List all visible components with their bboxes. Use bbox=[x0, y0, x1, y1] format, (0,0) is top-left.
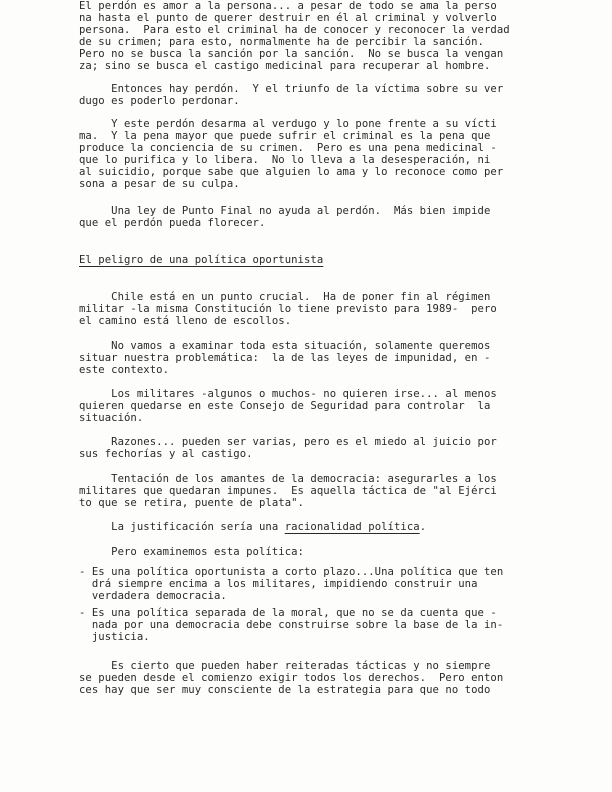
text-line: El perdón es amor a la persona... a pesar de todo se ama la perso bbox=[79, 0, 497, 12]
text-line: ces hay que ser muy consciente de la estrategia para que no todo bbox=[79, 684, 491, 696]
text-line: militares que quedaran impunes. Es aquella táctica de "al Ejérci bbox=[79, 485, 497, 497]
bullet-line: - Es una política separada de la moral, que no se da cuenta que - bbox=[79, 607, 497, 619]
text-line: to que se retira, puente de plata". bbox=[79, 497, 304, 509]
text-line: que lo purifica y lo libera. No lo lleva a la desesperación, ni bbox=[79, 154, 491, 166]
faded-stamp bbox=[40, 774, 190, 792]
text-line: este contexto. bbox=[79, 364, 169, 376]
text-line: Pero examinemos esta política: bbox=[79, 546, 304, 558]
text-line: ma. Y la pena mayor que puede sufrir el criminal es la pena que bbox=[79, 130, 491, 142]
text-line: Es cierto que pueden haber reiteradas tácticas y no siempre bbox=[79, 660, 491, 672]
text-line: za; sino se busca el castigo medicinal para recuperar al hombre. bbox=[79, 60, 491, 72]
text-line: de su crimen; para esto, normalmente ha de percibir la sanción. bbox=[79, 36, 484, 48]
text-line: se pueden desde el comienzo exigir todos los derechos. Pero enton bbox=[79, 672, 504, 684]
bullet-line: drá siempre encima a los militares, impidiendo construir una bbox=[79, 578, 478, 590]
text-line: na hasta el punto de querer destruir en él al criminal y volverlo bbox=[79, 12, 497, 24]
text-line: Los militares -algunos o muchos- no quieren irse... al menos bbox=[79, 388, 497, 400]
text-line: sona a pesar de su culpa. bbox=[79, 178, 240, 190]
text-line: al suicidio, porque sabe que alguien lo ama y lo reconoce como per bbox=[79, 166, 504, 178]
text-segment: . bbox=[419, 521, 427, 533]
text-line bbox=[79, 521, 426, 533]
underlined-term: racionalidad política bbox=[284, 521, 420, 533]
text-segment: La justificación sería una bbox=[79, 521, 285, 533]
bullet-line: verdadera democracia. bbox=[79, 590, 227, 602]
bullet-line: justicia. bbox=[79, 631, 150, 643]
text-line: situar nuestra problemática: la de las leyes de impunidad, en - bbox=[79, 352, 491, 364]
text-line: dugo es poderlo perdonar. bbox=[79, 95, 240, 107]
text-line: Una ley de Punto Final no ayuda al perdón. Más bien impide bbox=[79, 205, 491, 217]
bullet-line: nada por una democracia debe construirse sobre la base de la in- bbox=[79, 619, 504, 631]
text-line: quieren quedarse en este Consejo de Seguridad para controlar la bbox=[79, 400, 491, 412]
text-line: Entonces hay perdón. Y el triunfo de la víctima sobre su ver bbox=[79, 83, 504, 95]
bullet-line: - Es una política oportunista a corto plazo...Una política que ten bbox=[79, 566, 504, 578]
text-line: No vamos a examinar toda esta situación, solamente queremos bbox=[79, 340, 491, 352]
text-line: Tentación de los amantes de la democracia: asegurarles a los bbox=[79, 473, 497, 485]
text-line: Chile está en un punto crucial. Ha de poner fin al régimen bbox=[79, 291, 491, 303]
text-line: militar -la misma Constitución lo tiene previsto para 1989- pero bbox=[79, 303, 497, 315]
text-line: el camino está lleno de escollos. bbox=[79, 315, 292, 327]
text-line: persona. Para esto el criminal ha de conocer y reconocer la verdad bbox=[79, 24, 510, 36]
text-line: Pero no se busca la sanción por la sanción. No se busca la vengan bbox=[79, 48, 504, 60]
text-line: sus fechorías y al castigo. bbox=[79, 448, 253, 460]
text-line: situación. bbox=[79, 412, 144, 424]
text-line: produce la conciencia de su crimen. Pero es una pena medicinal - bbox=[79, 142, 497, 154]
text-line: que el perdón pueda florecer. bbox=[79, 217, 266, 229]
text-line: Razones... pueden ser varias, pero es el miedo al juicio por bbox=[79, 436, 497, 448]
text-line: Y este perdón desarma al verdugo y lo pone frente a su vícti bbox=[79, 118, 497, 130]
section-heading: El peligro de una política oportunista bbox=[79, 254, 324, 266]
